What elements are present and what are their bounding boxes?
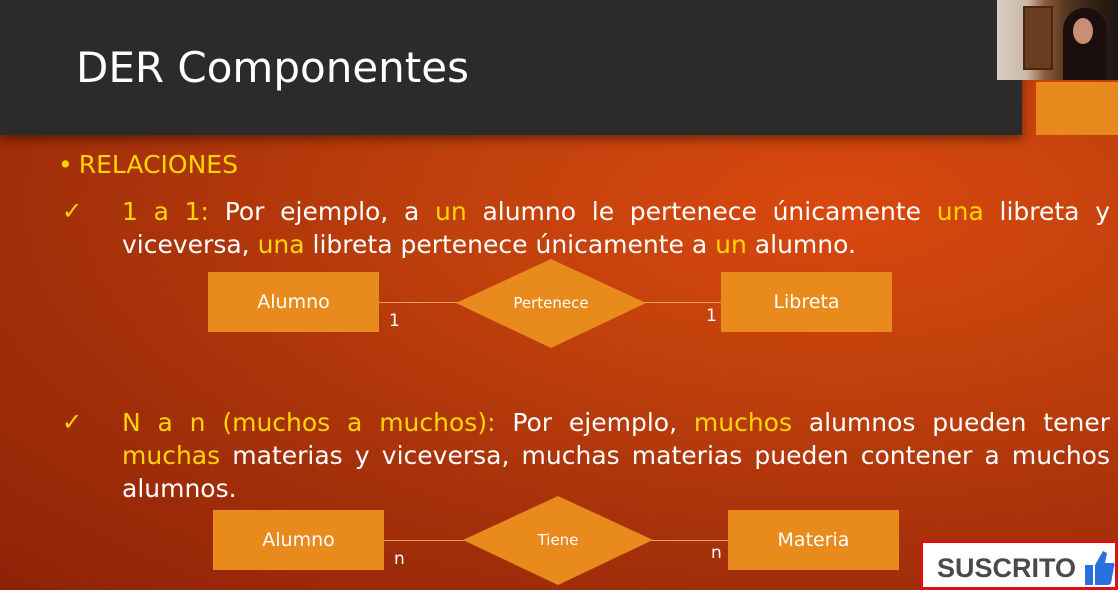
item2-text [122, 406, 1110, 505]
accent-block [1036, 82, 1118, 135]
subscribe-badge[interactable] [920, 540, 1118, 590]
cardinality-left-1: 1 [389, 311, 400, 331]
item1-hl-3: una [257, 230, 305, 259]
section-label: RELACIONES [78, 150, 238, 179]
item1-text-3: libreta y viceversa, [122, 197, 1110, 259]
title-bar [0, 0, 1022, 135]
item1-hl-1: un [435, 197, 467, 226]
cardinality-right-2: n [711, 543, 722, 563]
check-icon: ✓ [62, 197, 83, 225]
item2-text-1: Por ejemplo, [495, 408, 694, 437]
webcam-shelf [1023, 6, 1053, 70]
subscribe-label: SUSCRITO [937, 553, 1077, 583]
item2-hl-2: muchas [122, 441, 221, 470]
entity-alumno-2: Alumno [213, 510, 384, 570]
relation-label-1: Pertenece [513, 294, 589, 312]
bullet-icon: • [58, 150, 73, 179]
entity-materia: Materia [728, 510, 899, 570]
item1-label: 1 a 1: [122, 197, 209, 226]
check-icon-2: ✓ [62, 408, 83, 436]
item2-text-2: alumnos pueden tener [791, 408, 1110, 437]
entity-alumno-1: Alumno [208, 272, 379, 332]
item1-text-2: alumno le pertenece únicamente [466, 197, 937, 226]
cardinality-left-2: n [394, 549, 405, 569]
entity-libreta: Libreta [721, 272, 892, 332]
item1-text-5: alumno. [746, 230, 856, 259]
item1-hl-4: un [715, 230, 747, 259]
webcam-face [1073, 18, 1093, 44]
cardinality-right-1: 1 [706, 306, 717, 326]
page-title: DER Componentes [76, 43, 469, 92]
item2-text-3: materias y viceversa, muchas materias pueden contener a muchos alumnos. [122, 441, 1110, 503]
item1-text-1: Por ejemplo, a [208, 197, 436, 226]
thumbs-up-icon [1085, 551, 1115, 585]
item1-hl-2: una [936, 197, 984, 226]
item1-text-4: libreta pertenece únicamente a [304, 230, 716, 259]
item2-hl-1: muchos [693, 408, 792, 437]
webcam-feed [997, 0, 1118, 80]
item1-text [122, 195, 1110, 261]
section-heading [58, 150, 238, 179]
item2-label: N a n (muchos a muchos): [122, 408, 496, 437]
relation-label-2: Tiene [537, 531, 579, 549]
